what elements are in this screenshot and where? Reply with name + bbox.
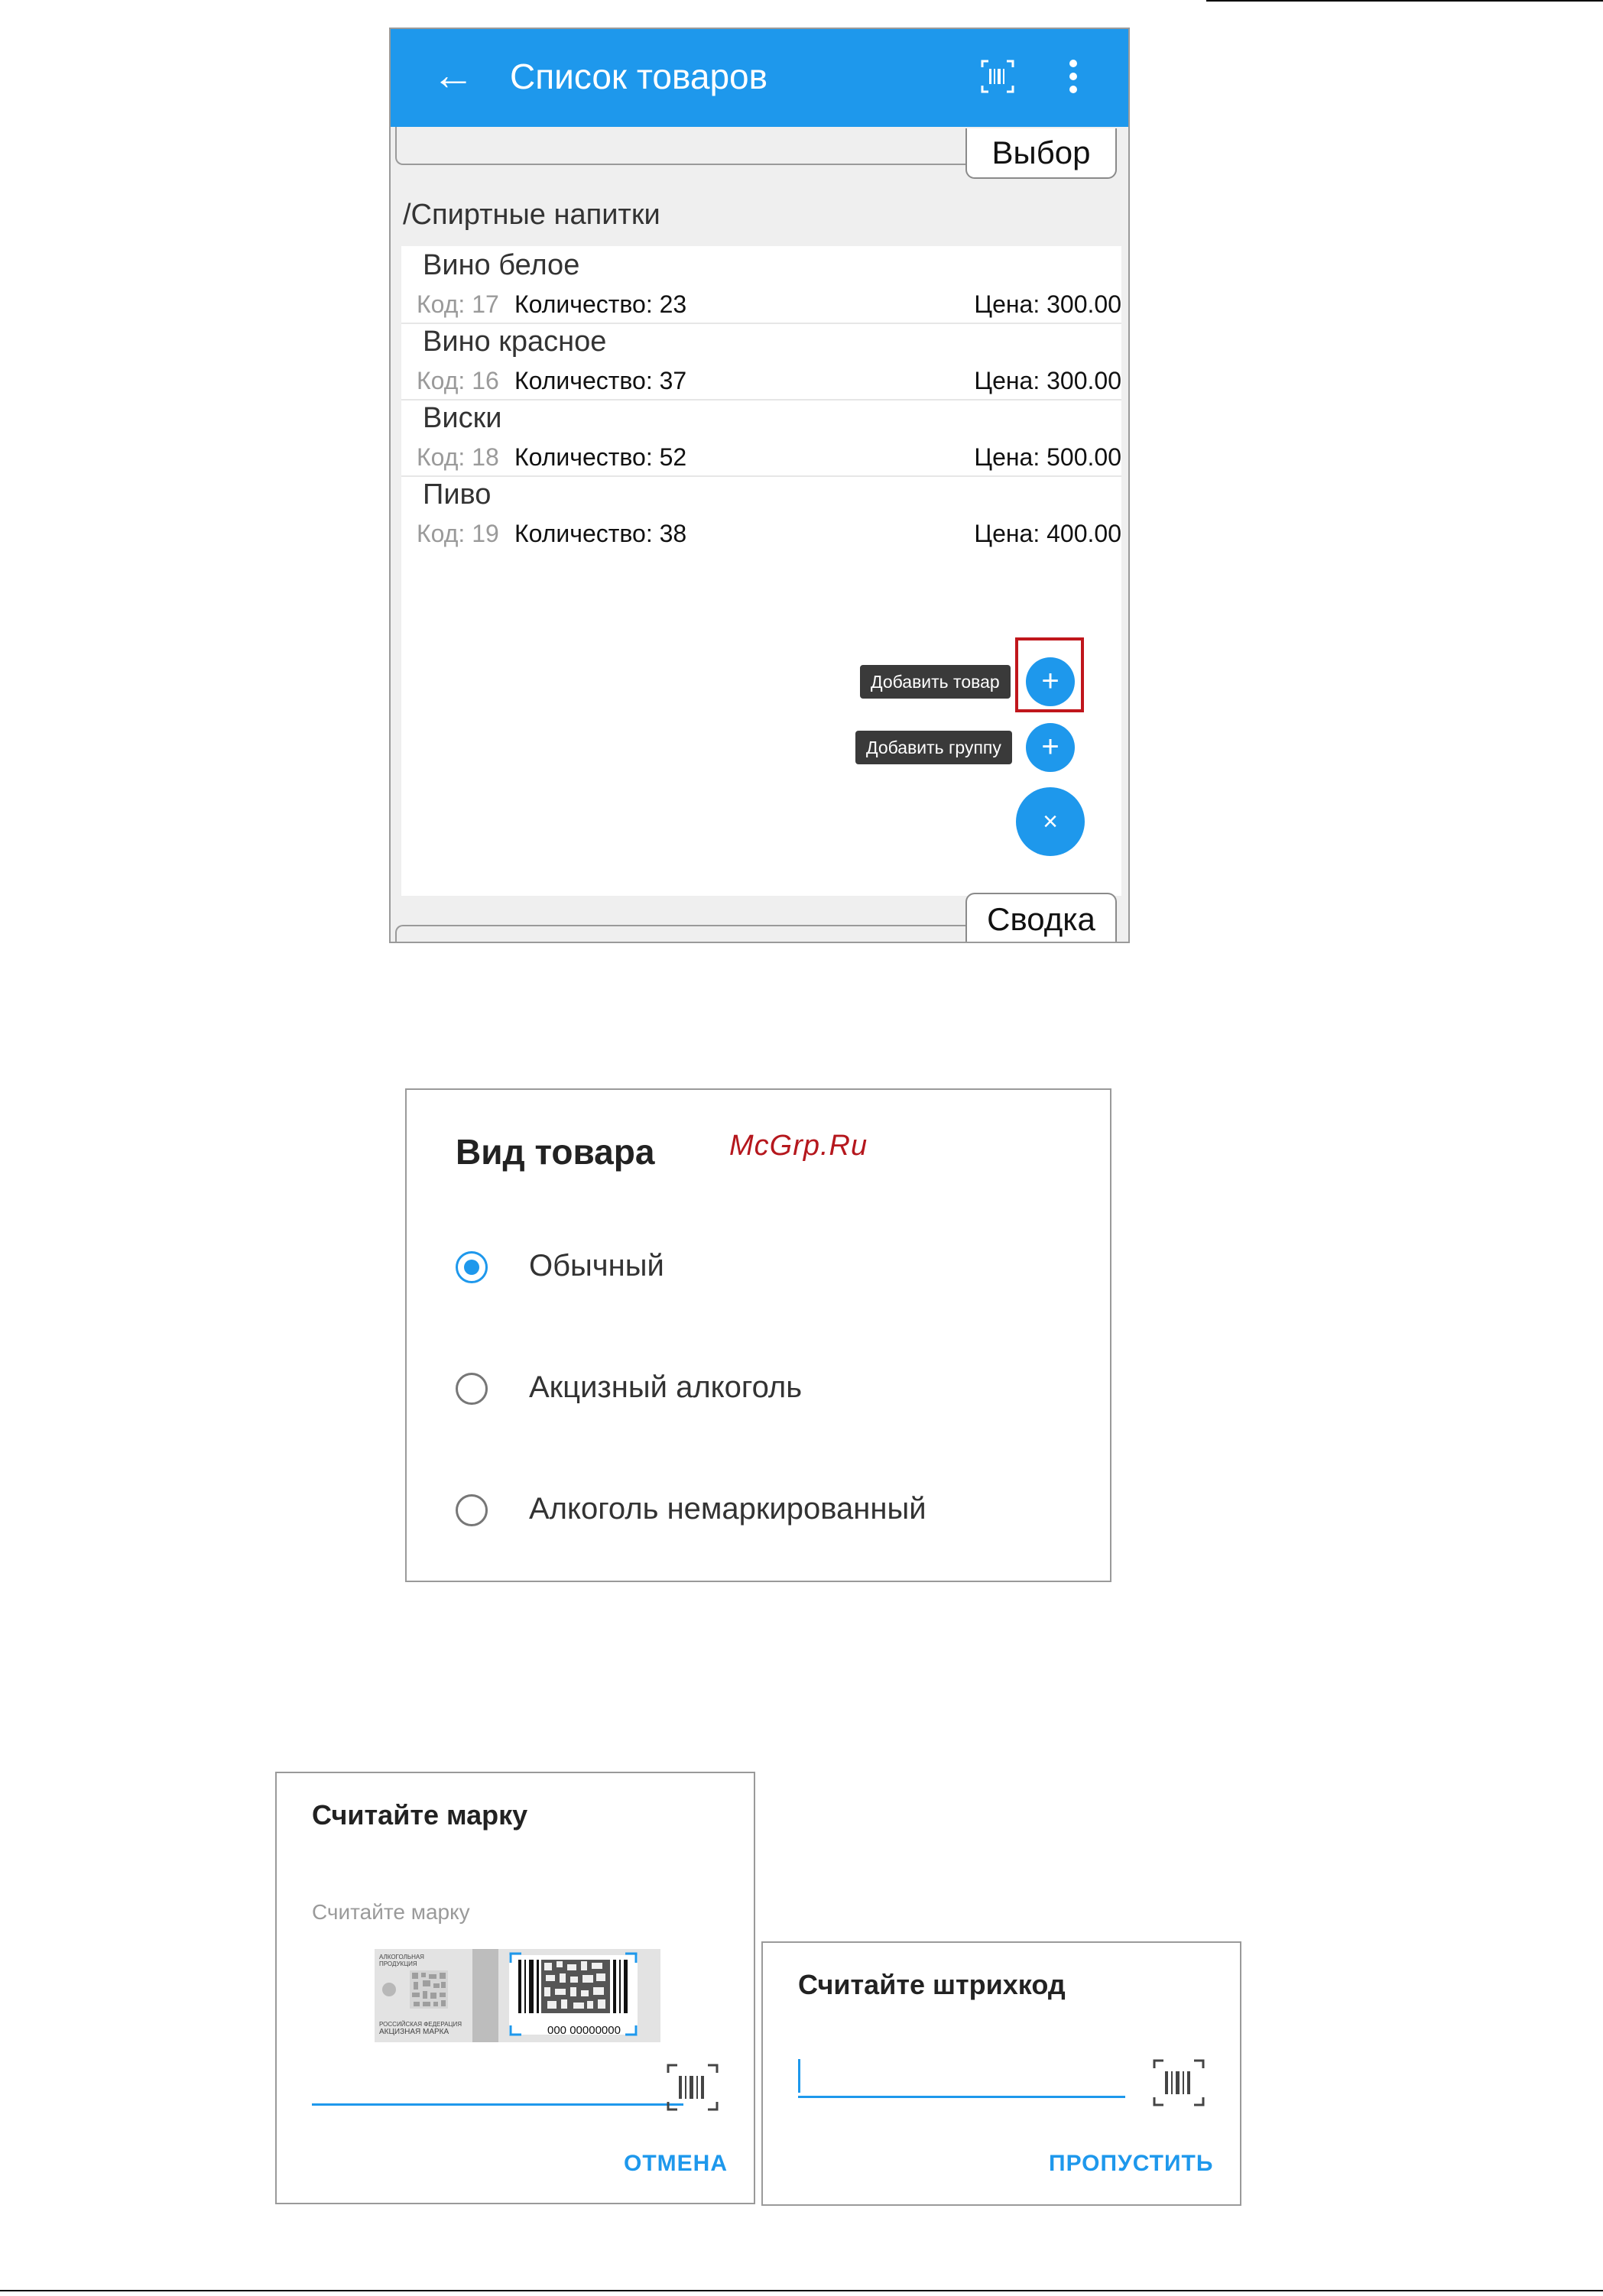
product-type-dialog [405, 1088, 1111, 1582]
watermark: McGrp.Ru [729, 1130, 868, 1162]
item-price: Цена: 300.00 [974, 290, 1121, 318]
text-caret [798, 2059, 800, 2093]
radio-excise-alcohol[interactable] [456, 1373, 488, 1405]
barcode-scan-icon[interactable] [979, 58, 1016, 95]
excise-stamp-image [375, 1949, 660, 2042]
stamp-text-country: РОССИЙСКАЯ ФЕДЕРАЦИЯ [379, 2021, 462, 2028]
dialog-title: Считайте марку [312, 1799, 528, 1831]
radio-regular[interactable] [456, 1251, 488, 1283]
cancel-button[interactable]: ОТМЕНА [624, 2151, 728, 2176]
item-name: Вино красное [423, 326, 607, 358]
product-list [401, 246, 1121, 896]
stamp-input[interactable] [312, 2103, 683, 2106]
barcode-scan-icon[interactable] [1151, 2058, 1206, 2108]
dialog-title: Вид товара [456, 1132, 655, 1172]
stamp-hologram-strip [472, 1949, 498, 2042]
item-price: Цена: 300.00 [974, 367, 1121, 394]
top-tab-bar [395, 127, 969, 165]
tab-select[interactable]: Выбор [965, 128, 1117, 179]
group-path: /Спиртные напитки [403, 199, 660, 231]
list-item[interactable] [401, 323, 1121, 401]
bottom-rule [0, 2290, 1603, 2291]
dialog-title: Считайте штрихкод [798, 1969, 1066, 2000]
item-quantity: Количество: 23 [514, 290, 687, 318]
option-label[interactable]: Обычный [529, 1249, 664, 1283]
close-fab-button[interactable]: × [1016, 787, 1085, 856]
stamp-number: 000 00000000 [547, 2024, 621, 2037]
bottom-tab-bar [395, 925, 969, 943]
item-price: Цена: 500.00 [974, 443, 1121, 471]
item-code: Код: 17 [417, 290, 499, 318]
list-item[interactable] [401, 399, 1121, 477]
add-group-button[interactable]: + [1026, 723, 1075, 772]
app-bar [391, 29, 1128, 127]
back-arrow-icon[interactable]: ← [432, 50, 475, 99]
item-name: Виски [423, 402, 502, 434]
item-code: Код: 16 [417, 367, 499, 394]
list-item[interactable] [401, 475, 1121, 552]
add-item-tooltip: Добавить товар [860, 665, 1011, 699]
item-quantity: Количество: 52 [514, 443, 687, 471]
read-barcode-dialog [761, 1941, 1241, 2206]
more-vert-icon[interactable] [1066, 58, 1079, 95]
list-item[interactable] [401, 246, 1121, 324]
option-label[interactable]: Акцизный алкоголь [529, 1370, 803, 1404]
radio-unmarked-alcohol[interactable] [456, 1494, 488, 1526]
input-hint: Считайте марку [312, 1900, 470, 1924]
product-list-screen [389, 28, 1130, 943]
option-label[interactable]: Алкоголь немаркированный [529, 1492, 926, 1526]
top-right-rule [1206, 0, 1603, 2]
item-name: Пиво [423, 478, 492, 511]
item-price: Цена: 400.00 [974, 520, 1121, 547]
item-quantity: Количество: 37 [514, 367, 687, 394]
stamp-pattern-icon [410, 1970, 448, 2009]
stamp-text-name: АКЦИЗНАЯ МАРКА [379, 2028, 449, 2036]
barcode-input[interactable] [798, 2096, 1125, 2098]
highlight-frame [1015, 637, 1084, 712]
read-stamp-dialog [275, 1772, 755, 2204]
item-quantity: Количество: 38 [514, 520, 687, 547]
tab-summary[interactable]: Сводка [965, 893, 1117, 943]
item-code: Код: 18 [417, 443, 499, 471]
stamp-text-top: АЛКОГОЛЬНАЯ ПРОДУКЦИЯ [379, 1954, 424, 1967]
skip-button[interactable]: ПРОПУСТИТЬ [1049, 2151, 1214, 2176]
screen-title: Список товаров [510, 57, 768, 96]
item-name: Вино белое [423, 249, 580, 281]
add-item-button[interactable]: + [1026, 657, 1075, 706]
item-code: Код: 19 [417, 520, 499, 547]
barcode-scan-icon[interactable] [665, 2062, 720, 2113]
stamp-hologram-dot [382, 1983, 396, 1996]
add-group-tooltip: Добавить группу [855, 731, 1012, 764]
